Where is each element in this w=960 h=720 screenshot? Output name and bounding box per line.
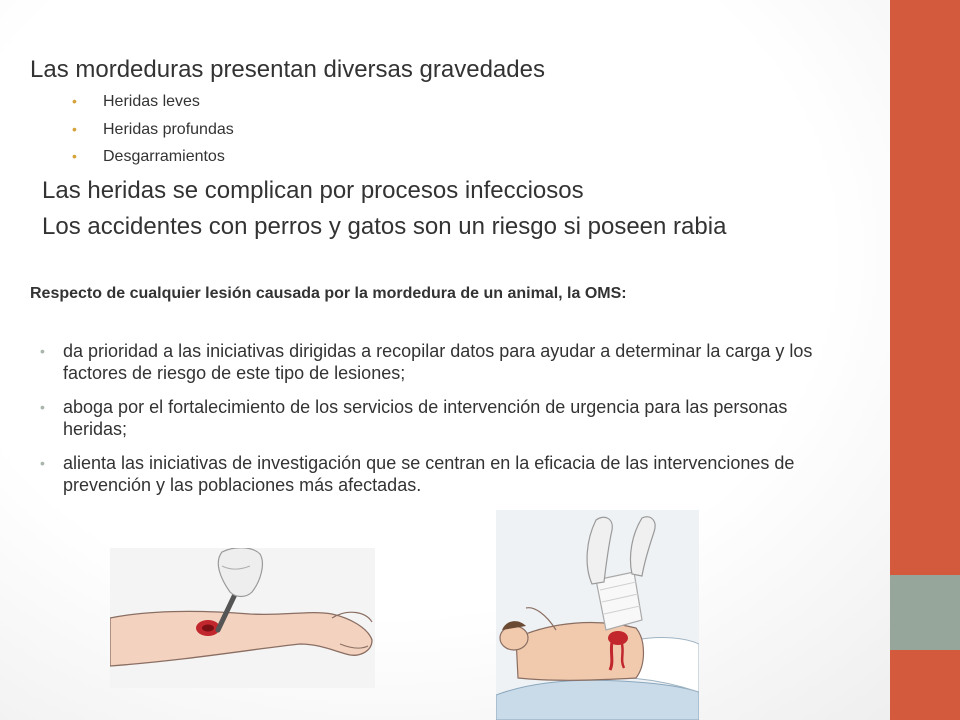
sub-item-text: Heridas leves: [103, 93, 200, 110]
arm-wound-cleaning-illustration: [110, 548, 375, 688]
patient-bandaging-illustration: [496, 510, 699, 720]
oms-point-text: alienta las iniciativas de investigación que se centran en la eficacia de las intervenciones de prevención y las poblaciones más afectadas.: [63, 453, 795, 495]
bullet-icon: •: [40, 399, 45, 415]
accent-bar-bottom: [890, 650, 960, 720]
bullet-icon: •: [72, 121, 77, 137]
bullet-icon: •: [40, 455, 45, 471]
accent-bar-middle: [890, 575, 960, 650]
oms-point-text: da prioridad a las iniciativas dirigidas a recopilar datos para ayudar a determinar la carga y los factores de riesgo de este tipo de lesiones;: [63, 341, 813, 383]
accent-bar-top: [890, 0, 960, 575]
statement-infection: Las heridas se complican por procesos infecciosos: [42, 177, 584, 204]
bullet-icon: •: [40, 343, 45, 359]
slide-heading: Las mordeduras presentan diversas gravedades: [30, 56, 545, 83]
oms-intro: Respecto de cualquier lesión causada por la mordedura de un animal, la OMS:: [30, 285, 627, 302]
bullet-icon: •: [72, 148, 77, 164]
oms-point-text: aboga por el fortalecimiento de los servicios de intervención de urgencia para las personas heridas;: [63, 397, 788, 439]
bullet-icon: •: [72, 93, 77, 109]
statement-rabies: Los accidentes con perros y gatos son un riesgo si poseen rabia: [42, 213, 727, 240]
sub-item-text: Desgarramientos: [103, 148, 225, 165]
sub-item-text: Heridas profundas: [103, 121, 234, 138]
